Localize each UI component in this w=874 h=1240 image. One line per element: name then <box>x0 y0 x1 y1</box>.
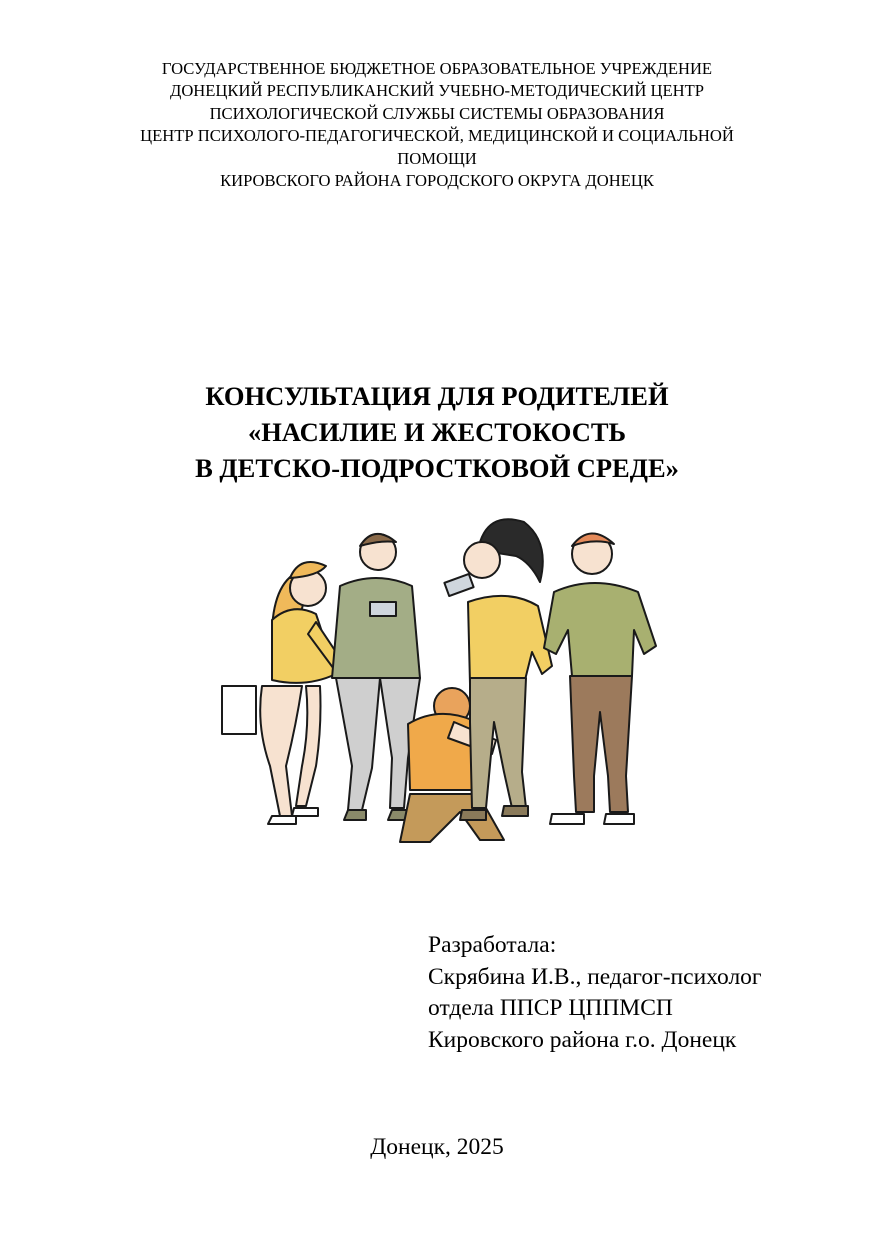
org-line: ПСИХОЛОГИЧЕСКОЙ СЛУЖБЫ СИСТЕМЫ ОБРАЗОВАНИЯ <box>209 103 665 123</box>
title-line: «НАСИЛИЕ И ЖЕСТОКОСТЬ <box>247 417 627 447</box>
org-line: ГОСУДАРСТВЕННОЕ БЮДЖЕТНОЕ ОБРАЗОВАТЕЛЬНОЕ УЧРЕЖДЕНИЕ <box>161 59 713 78</box>
title-line: КОНСУЛЬТАЦИЯ ДЛЯ РОДИТЕЛЕЙ <box>205 381 669 411</box>
boy-phone-figure <box>332 534 420 820</box>
author-line: отдела ППСР ЦППМСП <box>428 995 673 1021</box>
author-block <box>428 930 762 1056</box>
place-year: Донецк, 2025 <box>370 1134 504 1160</box>
organization-header <box>0 58 874 192</box>
boy-right-figure <box>544 533 656 824</box>
author-line: Скрябина И.В., педагог-психолог <box>428 963 762 990</box>
org-line: ДОНЕЦКИЙ РЕСПУБЛИКАНСКИЙ УЧЕБНО-МЕТОДИЧЕСКИЙ ЦЕНТР <box>170 81 704 101</box>
org-line: КИРОВСКОГО РАЙОНА ГОРОДСКОГО ОКРУГА ДОНЕЦК <box>220 171 654 191</box>
author-line: Разработала: <box>428 932 557 958</box>
title-line: В ДЕТСКО-ПОДРОСТКОВОЙ СРЕДЕ» <box>195 453 679 483</box>
teenagers-bullying-illustration <box>210 510 680 855</box>
author-line: Кировского района г.о. Донецк <box>428 1026 737 1053</box>
org-line: ЦЕНТР ПСИХОЛОГО-ПЕДАГОГИЧЕСКОЙ, МЕДИЦИНСКОЙ И СОЦИАЛЬНОЙ <box>140 126 734 146</box>
document-title <box>0 378 874 486</box>
org-line: ПОМОЩИ <box>397 148 477 168</box>
girl-left-figure <box>222 562 356 824</box>
